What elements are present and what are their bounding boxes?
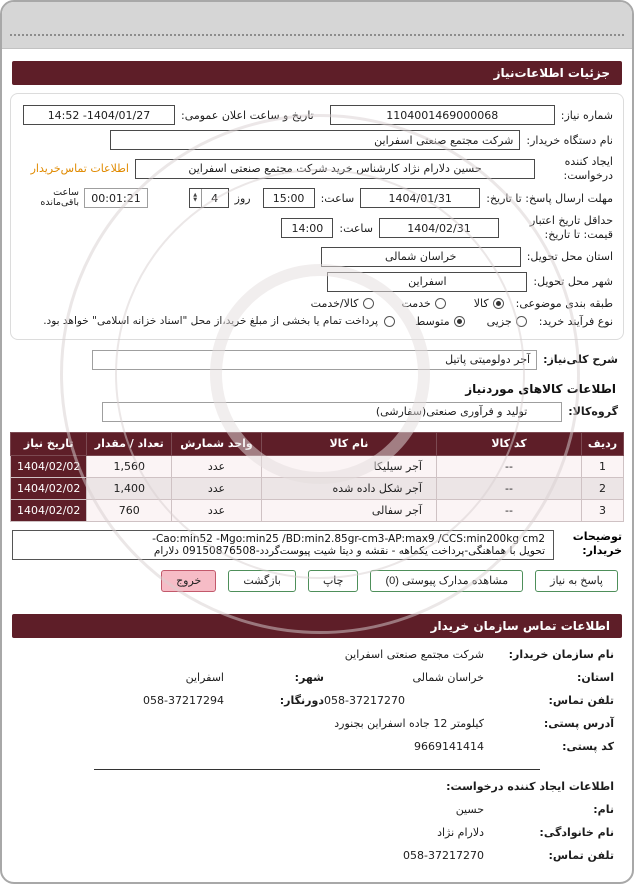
- radio-goods-service[interactable]: [311, 297, 374, 310]
- subject-radio-group: [311, 297, 504, 310]
- need-description-label: شرح کلی‌نیاز:: [543, 353, 618, 367]
- cell-quantity: 1,400: [87, 477, 172, 499]
- col-need-date: تاریخ نیاز: [11, 432, 87, 455]
- reply-to-need-button[interactable]: پاسخ به نیاز: [535, 570, 618, 592]
- delivery-province-row: [21, 247, 613, 267]
- action-buttons-row: [16, 570, 618, 592]
- radio-selected-icon: [493, 298, 504, 309]
- need-number-input[interactable]: 1104001469000068: [330, 105, 555, 125]
- subject-classification-row: [21, 297, 613, 310]
- fax-label: دورنگار:: [279, 693, 324, 707]
- radio-unselected-icon: [435, 298, 446, 309]
- radio-goods-label: کالا: [473, 296, 489, 310]
- radio-minor-label: جزیی: [486, 314, 512, 328]
- reply-deadline-row: [21, 188, 613, 210]
- days-stepper[interactable]: [189, 188, 229, 208]
- need-description-row: [16, 350, 618, 370]
- address-value: کیلومتر 12 جاده اسفراین بجنورد: [334, 716, 484, 730]
- last-name-row: [20, 826, 614, 839]
- radio-medium-label: متوسط: [415, 314, 450, 328]
- table-row[interactable]: [11, 455, 624, 477]
- cell-row-number: 2: [582, 477, 624, 499]
- exit-button[interactable]: خروج: [161, 570, 216, 592]
- postal-code-value: 9669141414: [414, 739, 484, 753]
- process-radio-group: [415, 315, 527, 328]
- radio-minor[interactable]: [487, 315, 527, 328]
- buyer-notes-label: توضیحات خریدار:: [572, 529, 622, 558]
- first-name-value: حسین: [455, 802, 484, 816]
- buyer-org-label: نام دستگاه خریدار:: [526, 133, 613, 147]
- postal-code-row: [20, 740, 614, 753]
- buyer-contact-link[interactable]: اطلاعات تماس‌خریدار: [30, 162, 129, 176]
- goods-group-input[interactable]: تولید و فرآوری صنعتی(سفارشی): [102, 402, 562, 422]
- cell-quantity: 760: [87, 499, 172, 521]
- creator-info-heading-row: [20, 780, 614, 793]
- cell-item-name: آجر شکل داده شده: [261, 477, 436, 499]
- treasury-checkbox[interactable]: [384, 316, 395, 327]
- col-quantity: تعداد / مقدار: [87, 432, 172, 455]
- creator-phone-value: 058-37217270: [403, 848, 484, 862]
- remaining-time-box: 00:01:21: [84, 188, 148, 208]
- radio-service-label: خدمت: [401, 296, 431, 310]
- top-strip: [2, 2, 632, 49]
- process-type-label: نوع فرآیند خرید:: [538, 314, 613, 328]
- delivery-city-row: [21, 272, 613, 292]
- view-attachments-button[interactable]: مشاهده مدارک پیوستی (0): [370, 570, 523, 592]
- back-button[interactable]: بازگشت: [228, 570, 296, 592]
- postal-code-label: کد پستی:: [562, 739, 614, 753]
- last-name-label: نام خانوادگی:: [539, 825, 614, 839]
- creator-info-heading: اطلاعات ایجاد کننده درخواست:: [446, 779, 614, 793]
- delivery-city-label: شهر محل تحویل:: [533, 275, 613, 289]
- first-name-row: [20, 803, 614, 816]
- address-row: [20, 717, 614, 730]
- delivery-province-label: استان محل تحویل:: [526, 250, 613, 264]
- city-label: شهر:: [294, 670, 324, 684]
- contact-section-bar: اطلاعات تماس سازمان خریدار: [12, 614, 622, 638]
- cell-need-date: 1404/02/02: [11, 477, 87, 499]
- price-validity-label: حداقل تاریخ اعتبار قیمت: تا تاریخ:: [529, 214, 613, 242]
- price-validity-time-input[interactable]: 14:00: [281, 218, 333, 238]
- price-validity-date-input[interactable]: 1404/02/31: [379, 218, 499, 238]
- cell-unit: عدد: [172, 499, 262, 521]
- cell-item-name: آجر سفالی: [261, 499, 436, 521]
- last-name-value: دلارام نژاد: [437, 825, 484, 839]
- buyer-org-input[interactable]: شرکت مجتمع صنعتی اسفراین: [110, 130, 520, 150]
- reply-deadline-date-input[interactable]: 1404/01/31: [360, 188, 480, 208]
- table-row[interactable]: [11, 477, 624, 499]
- first-name-label: نام:: [593, 802, 614, 816]
- cell-item-code: --: [436, 477, 581, 499]
- phone-label: تلفن تماس:: [548, 693, 614, 707]
- price-validity-row: [21, 214, 613, 242]
- radio-unselected-icon: [363, 298, 374, 309]
- col-item-name: نام کالا: [261, 432, 436, 455]
- request-creator-label: ایجاد کننده درخواست:: [563, 155, 613, 182]
- goods-group-label: گروه‌کالا:: [568, 405, 618, 419]
- goods-group-row: [16, 402, 618, 422]
- cell-unit: عدد: [172, 455, 262, 477]
- radio-selected-icon: [454, 316, 465, 327]
- radio-unselected-icon: [516, 316, 527, 327]
- fax-value: 058-37217294: [143, 693, 224, 707]
- cell-item-name: آجر سیلیکا: [261, 455, 436, 477]
- creator-phone-label: تلفن تماس:: [548, 848, 614, 862]
- print-button[interactable]: چاپ: [308, 570, 359, 592]
- cell-unit: عدد: [172, 477, 262, 499]
- org-name-row: [20, 648, 614, 661]
- cell-row-number: 1: [582, 455, 624, 477]
- reply-deadline-time-input[interactable]: 15:00: [263, 188, 315, 208]
- dotted-divider: [10, 34, 624, 36]
- city-value: اسفراین: [185, 670, 224, 684]
- col-item-code: کد کالا: [436, 432, 581, 455]
- org-name-value: شرکت مجتمع صنعتی اسفراین: [344, 647, 484, 661]
- stepper-arrows-icon[interactable]: ▲ ▼: [190, 189, 202, 207]
- col-row-number: ردیف: [582, 432, 624, 455]
- org-name-label: نام سازمان خریدار:: [508, 647, 614, 661]
- phone-value: 058-37217270: [324, 693, 405, 707]
- cell-quantity: 1,560: [87, 455, 172, 477]
- announce-datetime-input[interactable]: 14:52 -1404/01/27: [23, 105, 175, 125]
- request-creator-row: [21, 155, 613, 183]
- cell-item-code: --: [436, 499, 581, 521]
- details-section-bar: جزئیات اطلاعات‌نیاز: [12, 61, 622, 85]
- radio-goods[interactable]: [474, 297, 504, 310]
- need-number-label: شماره نیاز:: [560, 108, 613, 122]
- delivery-province-input[interactable]: خراسان شمالی: [321, 247, 521, 267]
- creator-phone-row: [20, 849, 614, 862]
- province-city-row: [20, 671, 614, 684]
- col-unit: واحد شمارش: [172, 432, 262, 455]
- need-form-panel: [10, 93, 624, 340]
- cell-need-date: 1404/02/02: [11, 499, 87, 521]
- need-description-input[interactable]: آجر دولومیتی پاتیل: [92, 350, 537, 370]
- section-divider: [94, 769, 540, 770]
- reply-time-label: ساعت:: [320, 191, 355, 205]
- request-creator-input[interactable]: حسین دلارام نژاد کارشناس خرید شرکت مجتمع صنعتی اسفراین: [135, 159, 535, 179]
- radio-medium[interactable]: [415, 315, 465, 328]
- remaining-time-label: ساعت باقی‌مانده: [40, 186, 79, 209]
- need-number-row: [21, 105, 613, 125]
- radio-goods-service-label: کالا/خدمت: [310, 296, 359, 310]
- buyer-notes-line2: تحویل با هماهنگی-پرداخت یکماهه - نقشه و دیتا شیت پیوست‌گردد-09150876508 دلارام: [153, 544, 545, 557]
- address-label: آدرس پستی:: [543, 716, 614, 730]
- buyer-org-row: [21, 130, 613, 150]
- goods-table: [10, 432, 624, 522]
- cell-item-code: --: [436, 455, 581, 477]
- delivery-city-input[interactable]: اسفراین: [327, 272, 527, 292]
- phone-fax-row: [20, 694, 614, 707]
- days-label: روز: [234, 191, 251, 205]
- buyer-notes-line1: -Cao:min52 -Mgo:min25 /BD:min2.85gr-cm3-AP:max9 /CCS:min200kg cm2: [152, 532, 545, 545]
- subject-classification-label: طبقه بندی موضوعی:: [515, 296, 613, 310]
- radio-service[interactable]: [402, 297, 446, 310]
- reply-deadline-label: مهلت ارسال پاسخ: تا تاریخ:: [486, 191, 613, 205]
- buyer-notes-row: [12, 530, 622, 560]
- cell-row-number: 3: [582, 499, 624, 521]
- goods-table-header-row: [11, 432, 624, 455]
- process-type-row: [21, 315, 613, 328]
- goods-section-heading: اطلاعات کالاهای موردنیاز: [465, 381, 616, 396]
- remaining-time-group: [21, 188, 148, 210]
- treasury-note: پرداخت تمام یا بخشی از مبلغ خرید،از محل "اسناد خزانه اسلامی" خواهد بود.: [43, 315, 379, 328]
- days-value: 4: [211, 191, 219, 205]
- cell-need-date: 1404/02/02: [11, 455, 87, 477]
- checkbox-circle-icon: [384, 316, 395, 327]
- province-label: استان:: [577, 670, 614, 684]
- announce-datetime-label: تاریخ و ساعت اعلان عمومی:: [180, 108, 314, 122]
- table-row[interactable]: [11, 499, 624, 521]
- validity-time-label: ساعت:: [339, 221, 373, 235]
- province-value: خراسان شمالی: [412, 670, 484, 684]
- buyer-notes-box[interactable]: [12, 530, 554, 560]
